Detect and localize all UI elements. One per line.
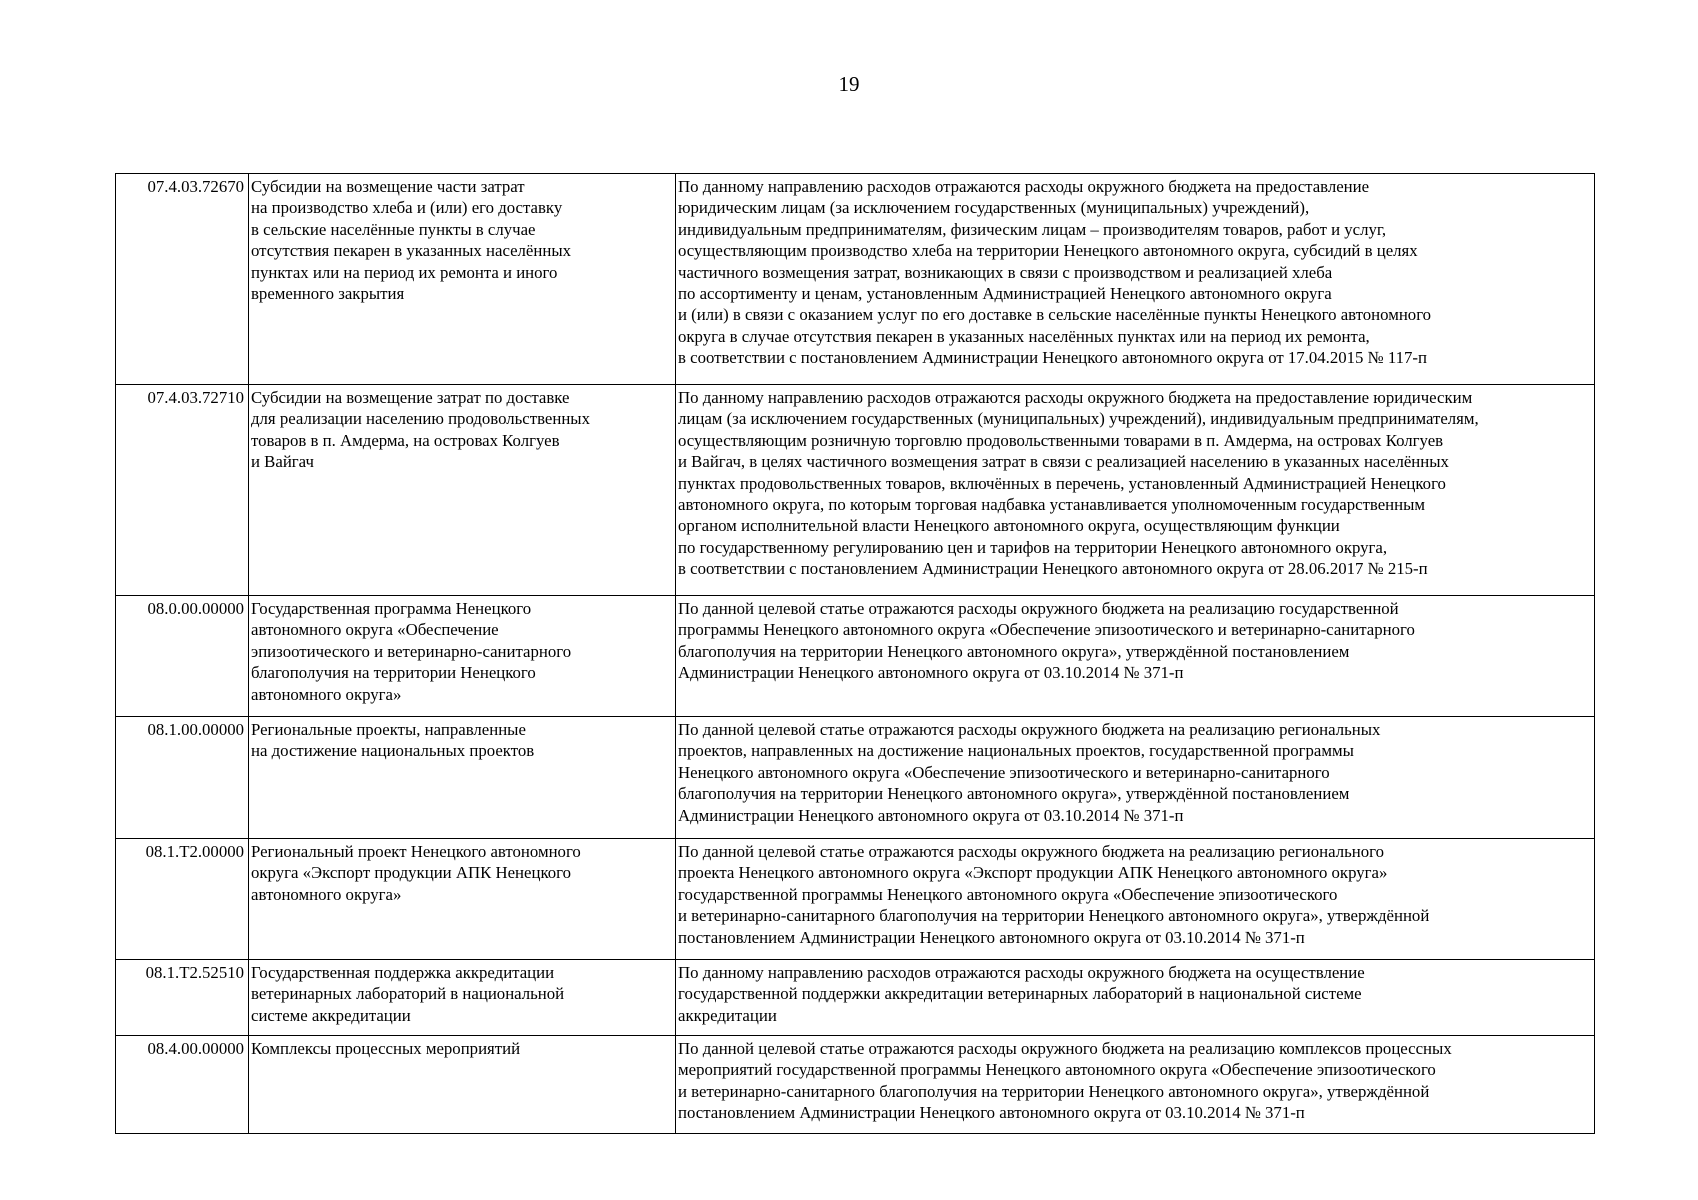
name-text: Региональный проект Ненецкого автономного округа «Экспорт продукции АПК Ненецкого автономного округа» xyxy=(251,842,581,904)
description-text: По данной целевой статье отражаются расходы окружного бюджета на реализацию комплексов процессных мероприятий государственной программы Ненецкого автономного округа «Обеспечение эпизоотического и ветеринарно-санитарного благополучия на территории Ненецкого автономного округа», утверждённой постановлением Администрации Ненецкого автономного округа от 03.10.2014 № 371-п xyxy=(678,1039,1452,1123)
code-cell xyxy=(116,385,249,596)
name-text: Региональные проекты, направленные на достижение национальных проектов xyxy=(251,720,535,761)
description-cell xyxy=(676,1036,1595,1134)
description-cell xyxy=(676,960,1595,1036)
name-cell xyxy=(249,596,676,717)
code-cell xyxy=(116,1036,249,1134)
table-row xyxy=(116,839,1595,960)
name-text: Комплексы процессных мероприятий xyxy=(251,1039,521,1058)
code-text: 08.1.Т2.52510 xyxy=(145,963,244,982)
description-cell xyxy=(676,385,1595,596)
table-row xyxy=(116,717,1595,839)
name-cell xyxy=(249,839,676,960)
description-text: По данному направлению расходов отражаются расходы окружного бюджета на предоставление юридическим лицам (за исключением государственных (муниципальных) учреждений), индивидуальным предпринимателям, физическим лицам – производителям товаров, работ и услуг, осуществляющим производство хлеба на территории Ненецкого автономного округа, субсидий в целях частичного возмещения затрат, возникающих в связи с производством и реализацией хлеба по ассортименту и ценам, установленным Администрацией Ненецкого автономного округа и (или) в связи с оказанием услуг по его доставке в сельские населённые пункты Ненецкого автономного округа в случае отсутствия пекарен в указанных населённых пунктах или на период их ремонта, в соответствии с постановлением Администрации Ненецкого автономного округа от 17.04.2015 № 117-п xyxy=(678,177,1432,368)
budget-classification-table xyxy=(115,173,1595,1134)
name-cell xyxy=(249,385,676,596)
description-text: По данной целевой статье отражаются расходы окружного бюджета на реализацию региональных проектов, направленных на достижение национальных проектов, государственной программы Ненецкого автономного округа «Обеспечение эпизоотического и ветеринарно-санитарного благополучия на территории Ненецкого автономного округа», утверждённой постановлением Администрации Ненецкого автономного округа от 03.10.2014 № 371-п xyxy=(678,720,1381,825)
description-text: По данной целевой статье отражаются расходы окружного бюджета на реализацию государственной программы Ненецкого автономного округа «Обеспечение эпизоотического и ветеринарно-санитарного благополучия на территории Ненецкого автономного округа», утверждённой постановлением Администрации Ненецкого автономного округа от 03.10.2014 № 371-п xyxy=(678,599,1415,683)
code-text: 08.0.00.00000 xyxy=(147,599,244,618)
code-text: 07.4.03.72710 xyxy=(147,388,244,407)
description-cell xyxy=(676,174,1595,385)
description-cell xyxy=(676,717,1595,839)
code-text: 08.1.Т2.00000 xyxy=(145,842,244,861)
description-cell xyxy=(676,596,1595,717)
code-cell xyxy=(116,717,249,839)
name-text: Государственная программа Ненецкого автономного округа «Обеспечение эпизоотического и ветеринарно-санитарного благополучия на территории Ненецкого автономного округа» xyxy=(251,599,572,704)
table-row xyxy=(116,385,1595,596)
table-row xyxy=(116,960,1595,1036)
code-text: 08.4.00.00000 xyxy=(147,1039,244,1058)
name-text: Государственная поддержка аккредитации ветеринарных лабораторий в национальной системе аккредитации xyxy=(251,963,565,1025)
code-cell xyxy=(116,596,249,717)
code-text: 07.4.03.72670 xyxy=(147,177,244,196)
name-cell xyxy=(249,174,676,385)
description-text: По данному направлению расходов отражаются расходы окружного бюджета на предоставление юридическим лицам (за исключением государственных (муниципальных) учреждений), индивидуальным предпринимателям, осуществляющим розничную торговлю продовольственными товарами в п. Амдерма, на островах Колгуев и Вайгач, в целях частичного возмещения затрат в связи с реализацией населению в указанных населённых пунктах продовольственных товаров, включённых в перечень, установленный Администрацией Ненецкого автономного округа, по которым торговая надбавка устанавливается уполномоченным государственным органом исполнительной власти Ненецкого автономного округа, осуществляющим функции по государственному регулированию цен и тарифов на территории Ненецкого автономного округа, в соответствии с постановлением Администрации Ненецкого автономного округа от 28.06.2017 № 215-п xyxy=(678,388,1479,579)
code-cell xyxy=(116,174,249,385)
code-cell xyxy=(116,960,249,1036)
description-text: По данной целевой статье отражаются расходы окружного бюджета на реализацию регионального проекта Ненецкого автономного округа «Экспорт продукции АПК Ненецкого автономного округа» государственной программы Ненецкого автономного округа «Обеспечение эпизоотического и ветеринарно-санитарного благополучия на территории Ненецкого автономного округа», утверждённой постановлением Администрации Ненецкого автономного округа от 03.10.2014 № 371-п xyxy=(678,842,1430,947)
name-cell xyxy=(249,960,676,1036)
name-cell xyxy=(249,1036,676,1134)
name-text: Субсидии на возмещение части затрат на производство хлеба и (или) его доставку в сельские населённые пункты в случае отсутствия пекарен в указанных населённых пунктах или на период их ремонта и иного временного закрытия xyxy=(251,177,571,304)
page-number: 19 xyxy=(838,72,860,96)
description-cell xyxy=(676,839,1595,960)
table-row xyxy=(116,1036,1595,1134)
name-text: Субсидии на возмещение затрат по доставке для реализации населению продовольственных товаров в п. Амдерма, на островах Колгуев и Вайгач xyxy=(251,388,590,472)
name-cell xyxy=(249,717,676,839)
table-row xyxy=(116,596,1595,717)
code-text: 08.1.00.00000 xyxy=(147,720,244,739)
code-cell xyxy=(116,839,249,960)
description-text: По данному направлению расходов отражаются расходы окружного бюджета на осуществление государственной поддержки аккредитации ветеринарных лабораторий в национальной системе аккредитации xyxy=(678,963,1365,1025)
table-row xyxy=(116,174,1595,385)
